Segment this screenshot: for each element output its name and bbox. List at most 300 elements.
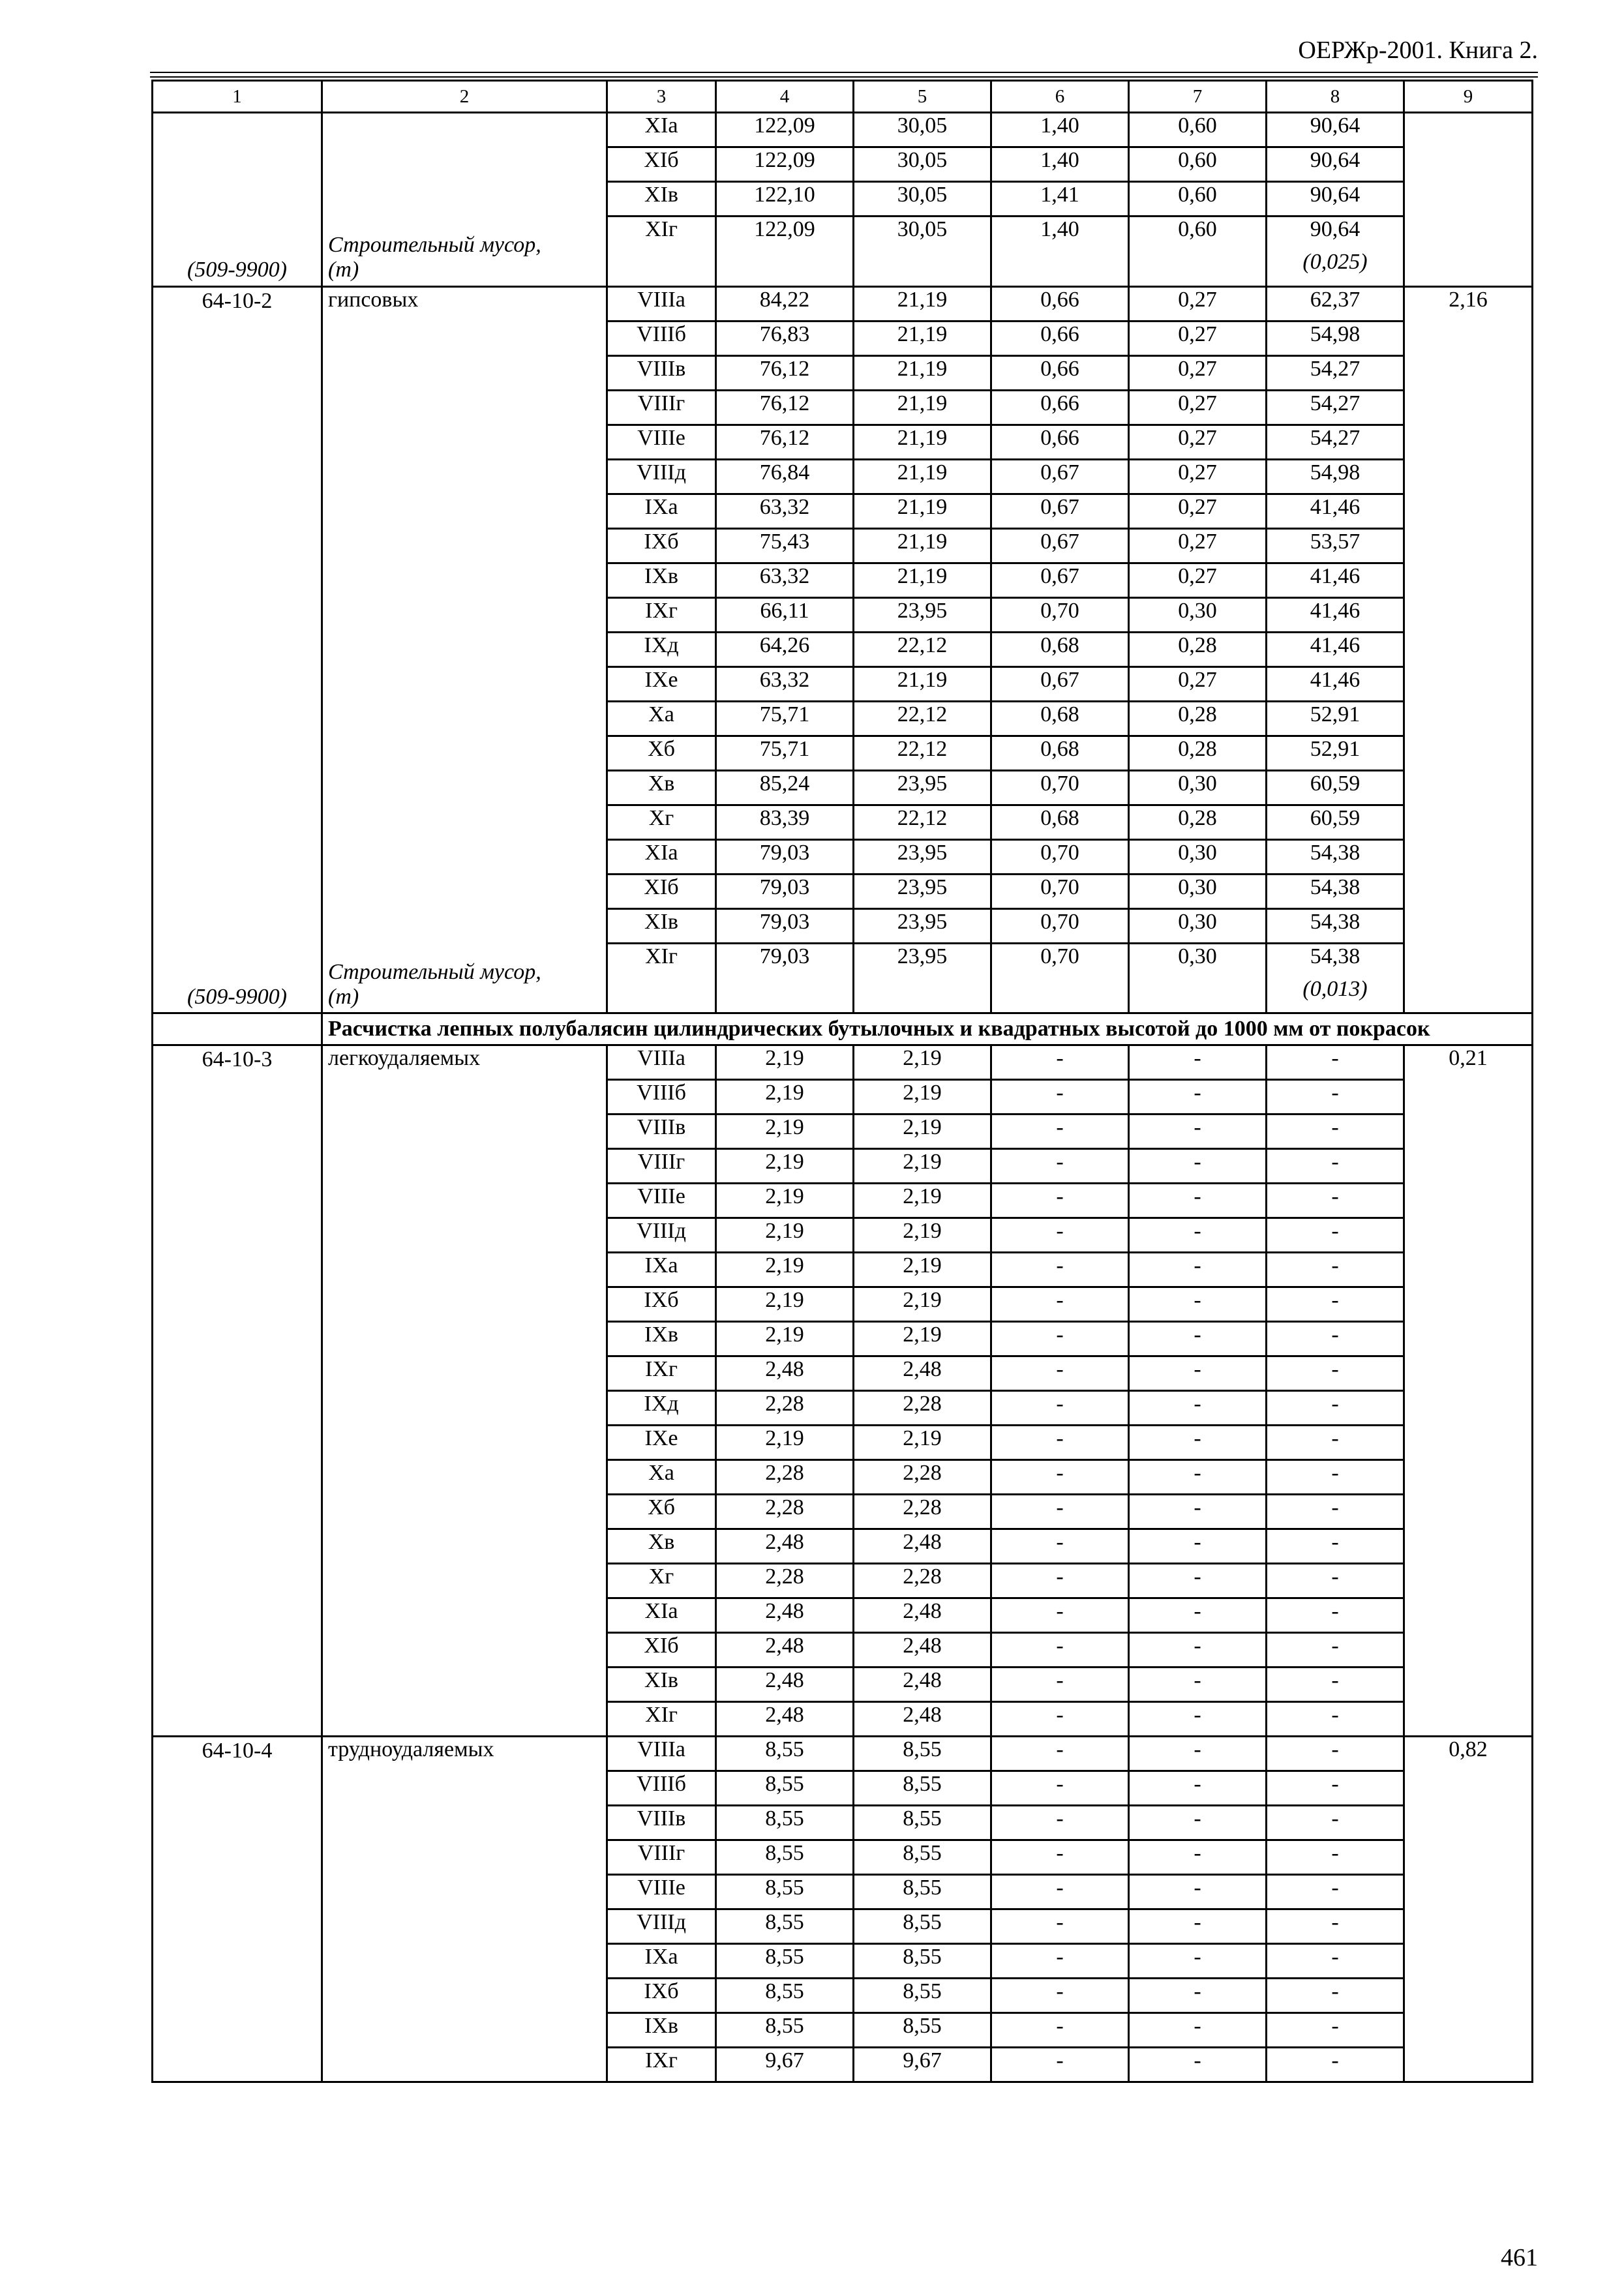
value-cell: 2,28 <box>716 1460 854 1495</box>
value-cell: - <box>1129 1529 1267 1564</box>
rate-code: 64-10-4 <box>202 1739 273 1763</box>
rate-code: 64-10-2 <box>202 288 273 313</box>
value-cell: - <box>1129 1460 1267 1495</box>
value-cell: - <box>1129 1668 1267 1702</box>
value-cell: 22,12 <box>854 805 991 839</box>
value-cell: 2,48 <box>716 1598 854 1633</box>
column-number: 2 <box>322 81 607 113</box>
value-cell: - <box>1129 1287 1267 1322</box>
value-cell: 75,71 <box>716 736 854 770</box>
value-cell: 41,46 <box>1267 632 1404 666</box>
value-cell: 2,19 <box>854 1426 991 1460</box>
value-cell: 2,19 <box>854 1080 991 1115</box>
value-cell: - <box>991 1356 1129 1391</box>
value-cell: - <box>1129 2013 1267 2048</box>
waste-quantity-note: (0,025) <box>1302 250 1368 274</box>
zone-cell: VIIIв <box>607 355 716 390</box>
zone-cell: Xв <box>607 1529 716 1564</box>
value-cell: - <box>991 1702 1129 1737</box>
value-cell: 52,91 <box>1267 701 1404 736</box>
value-cell: - <box>1267 1737 1404 1771</box>
value-cell: 0,70 <box>991 839 1129 874</box>
value-cell: - <box>991 1668 1129 1702</box>
value-cell: 8,55 <box>716 1979 854 2013</box>
value-cell: 0,27 <box>1129 666 1267 701</box>
value-cell: 76,12 <box>716 355 854 390</box>
zone-cell: XIв <box>607 1668 716 1702</box>
work-name-cell <box>322 1737 607 2082</box>
value-cell: 8,55 <box>854 1979 991 2013</box>
value-cell: - <box>1129 1840 1267 1875</box>
value-cell: 21,19 <box>854 286 991 321</box>
value-cell: 54,98 <box>1267 459 1404 494</box>
value-cell: - <box>1267 1426 1404 1460</box>
value-cell: - <box>1129 1426 1267 1460</box>
value-cell: - <box>1267 1979 1404 2013</box>
value-cell: 0,68 <box>991 632 1129 666</box>
value-cell: - <box>1129 1080 1267 1115</box>
value-cell: 2,19 <box>854 1218 991 1253</box>
value-cell: 41,46 <box>1267 597 1404 632</box>
col9-cell <box>1404 1737 1533 2082</box>
value-cell: 83,39 <box>716 805 854 839</box>
value-cell: 23,95 <box>854 770 991 805</box>
zone-cell: VIIIб <box>607 1080 716 1115</box>
value-cell: - <box>1267 1184 1404 1218</box>
value-cell: - <box>1267 1080 1404 1115</box>
value-cell: 23,95 <box>854 908 991 943</box>
page-number: 461 <box>1501 2244 1538 2271</box>
value-cell: 0,28 <box>1129 805 1267 839</box>
value-cell: - <box>991 1391 1129 1426</box>
value-cell: - <box>991 1979 1129 2013</box>
zone-cell: IXд <box>607 1391 716 1426</box>
value-cell: 2,19 <box>854 1045 991 1080</box>
value-cell: 79,03 <box>716 943 854 977</box>
col9-cell <box>1404 286 1533 1013</box>
value-cell: - <box>1267 2013 1404 2048</box>
value-cell: - <box>991 1149 1129 1184</box>
value-cell: 0,66 <box>991 390 1129 425</box>
value-cell: 76,12 <box>716 390 854 425</box>
value-cell: - <box>991 1633 1129 1668</box>
column-number-row <box>153 81 1533 113</box>
value-cell: 9,67 <box>716 2048 854 2082</box>
value-cell: 122,09 <box>716 217 854 250</box>
value-cell: - <box>1267 1115 1404 1149</box>
value-cell: - <box>991 1771 1129 1806</box>
value-cell: - <box>991 1218 1129 1253</box>
value-cell: 9,67 <box>854 2048 991 2082</box>
value-cell: 0,27 <box>1129 494 1267 528</box>
zone-cell: VIIIб <box>607 1771 716 1806</box>
value-cell: 54,38 <box>1267 908 1404 943</box>
value-cell: 0,70 <box>991 597 1129 632</box>
note-cell <box>854 977 991 1013</box>
value-cell: - <box>991 2048 1129 2082</box>
zone-cell: VIIIд <box>607 1218 716 1253</box>
value-cell: 0,60 <box>1129 147 1267 182</box>
value-cell: 21,19 <box>854 459 991 494</box>
value-cell: - <box>1129 1391 1267 1426</box>
value-cell: 21,19 <box>854 666 991 701</box>
value-cell: - <box>1267 1875 1404 1909</box>
zone-cell: VIIIб <box>607 321 716 355</box>
value-cell: 23,95 <box>854 597 991 632</box>
column-number: 4 <box>716 81 854 113</box>
value-cell: - <box>1129 1564 1267 1598</box>
value-cell: 75,71 <box>716 701 854 736</box>
value-cell: 0,67 <box>991 494 1129 528</box>
value-cell: 0,68 <box>991 736 1129 770</box>
value-cell: - <box>1129 1045 1267 1080</box>
value-cell: 22,12 <box>854 736 991 770</box>
waste-name-line: Строительный мусор, <box>328 233 541 258</box>
zone-cell: XIг <box>607 1702 716 1737</box>
value-cell: 90,64 <box>1267 182 1404 217</box>
value-cell: 8,55 <box>854 1737 991 1771</box>
col9-value: 0,21 <box>1449 1046 1488 1071</box>
value-cell: 63,32 <box>716 494 854 528</box>
zone-cell: Xг <box>607 805 716 839</box>
value-cell: 0,70 <box>991 943 1129 977</box>
value-cell: 2,19 <box>854 1115 991 1149</box>
value-cell: - <box>1267 1909 1404 1944</box>
zone-cell: IXв <box>607 1322 716 1356</box>
column-number: 7 <box>1129 81 1267 113</box>
value-cell: 0,30 <box>1129 874 1267 908</box>
zone-cell: Xг <box>607 1564 716 1598</box>
value-cell: 63,32 <box>716 666 854 701</box>
zone-cell: IXб <box>607 1979 716 2013</box>
zone-cell: IXб <box>607 1287 716 1322</box>
value-cell: 0,27 <box>1129 425 1267 459</box>
value-cell: - <box>1129 1253 1267 1287</box>
value-cell: 76,12 <box>716 425 854 459</box>
value-cell: 2,19 <box>716 1426 854 1460</box>
work-name-cell <box>322 1045 607 1737</box>
column-number: 1 <box>153 81 322 113</box>
value-cell: 21,19 <box>854 355 991 390</box>
value-cell: 2,19 <box>854 1184 991 1218</box>
value-cell: 0,30 <box>1129 770 1267 805</box>
value-cell: 21,19 <box>854 425 991 459</box>
norms-table <box>151 80 1533 2083</box>
value-cell: 21,19 <box>854 321 991 355</box>
value-cell: 0,68 <box>991 701 1129 736</box>
value-cell: 0,30 <box>1129 839 1267 874</box>
value-cell: 2,19 <box>716 1080 854 1115</box>
zone-cell: VIIIе <box>607 1875 716 1909</box>
value-cell: - <box>991 1598 1129 1633</box>
value-cell: 54,38 <box>1267 839 1404 874</box>
zone-cell: XIб <box>607 1633 716 1668</box>
col9-value: 2,16 <box>1449 287 1488 312</box>
value-cell: 54,38 <box>1267 943 1404 977</box>
value-cell: 76,83 <box>716 321 854 355</box>
value-cell: - <box>991 1495 1129 1529</box>
value-cell: 21,19 <box>854 390 991 425</box>
value-cell: 0,70 <box>991 874 1129 908</box>
value-cell: 8,55 <box>716 1840 854 1875</box>
value-cell: - <box>1267 1702 1404 1737</box>
waste-code-note: (509-9900) <box>187 984 287 1009</box>
value-cell: 54,38 <box>1267 874 1404 908</box>
zone-cell: IXв <box>607 2013 716 2048</box>
value-cell: - <box>1267 1253 1404 1287</box>
value-cell: 0,27 <box>1129 459 1267 494</box>
value-cell: - <box>1267 1322 1404 1356</box>
value-cell: 23,95 <box>854 874 991 908</box>
value-cell: 2,48 <box>716 1356 854 1391</box>
value-cell: 2,19 <box>716 1149 854 1184</box>
value-cell: - <box>1267 1944 1404 1979</box>
value-cell: - <box>1129 1909 1267 1944</box>
zone-cell: Xв <box>607 770 716 805</box>
value-cell: 2,19 <box>716 1322 854 1356</box>
value-cell: 8,55 <box>716 1909 854 1944</box>
value-cell: - <box>1129 1184 1267 1218</box>
value-cell: 0,66 <box>991 286 1129 321</box>
zone-cell: VIIIд <box>607 459 716 494</box>
value-cell: - <box>1129 1356 1267 1391</box>
rate-code-cell <box>153 113 322 287</box>
value-cell: 52,91 <box>1267 736 1404 770</box>
zone-cell: IXг <box>607 597 716 632</box>
value-cell: - <box>1129 1979 1267 2013</box>
waste-name-note <box>328 233 541 282</box>
zone-cell: VIIIе <box>607 1184 716 1218</box>
value-cell: 2,48 <box>854 1598 991 1633</box>
value-cell: 0,30 <box>1129 943 1267 977</box>
value-cell: - <box>991 1426 1129 1460</box>
value-cell: 21,19 <box>854 563 991 597</box>
note-cell <box>1129 977 1267 1013</box>
value-cell: 2,48 <box>854 1356 991 1391</box>
zone-cell: VIIIа <box>607 286 716 321</box>
value-cell: - <box>1267 1460 1404 1495</box>
value-cell: 63,32 <box>716 563 854 597</box>
value-cell: 54,27 <box>1267 355 1404 390</box>
zone-cell: VIIIа <box>607 1737 716 1771</box>
value-cell: - <box>991 1840 1129 1875</box>
value-cell: 0,27 <box>1129 286 1267 321</box>
value-cell: 30,05 <box>854 147 991 182</box>
value-cell: 8,55 <box>854 1875 991 1909</box>
value-cell: 8,55 <box>854 1944 991 1979</box>
value-cell: 0,67 <box>991 563 1129 597</box>
zone-cell: XIа <box>607 113 716 147</box>
value-cell: 0,70 <box>991 908 1129 943</box>
value-cell: - <box>991 1184 1129 1218</box>
value-cell: 62,37 <box>1267 286 1404 321</box>
col9-value: 0,82 <box>1449 1737 1488 1762</box>
zone-cell: IXа <box>607 1944 716 1979</box>
value-cell: - <box>991 1080 1129 1115</box>
value-cell: 2,19 <box>854 1253 991 1287</box>
value-cell: - <box>991 1806 1129 1840</box>
value-cell: - <box>1129 1737 1267 1771</box>
section-title: Расчистка лепных полубалясин цилиндрических бутылочных и квадратных высотой до 1000 мм от покрасок <box>322 1013 1533 1045</box>
waste-code-note: (509-9900) <box>187 258 287 282</box>
value-cell: 8,55 <box>716 1875 854 1909</box>
value-cell: - <box>1129 1322 1267 1356</box>
value-cell: - <box>1267 1218 1404 1253</box>
value-cell: 8,55 <box>854 1840 991 1875</box>
header-rule <box>150 72 1538 73</box>
value-cell: - <box>991 1944 1129 1979</box>
value-cell: - <box>1129 1115 1267 1149</box>
zone-cell: IXв <box>607 563 716 597</box>
value-cell: 85,24 <box>716 770 854 805</box>
col9-cell <box>1404 1045 1533 1737</box>
value-cell: 0,28 <box>1129 632 1267 666</box>
zone-cell: XIг <box>607 217 716 250</box>
value-cell: 53,57 <box>1267 528 1404 563</box>
zone-cell: Xа <box>607 701 716 736</box>
value-cell: - <box>991 1045 1129 1080</box>
value-cell: 8,55 <box>854 1909 991 1944</box>
column-number: 3 <box>607 81 716 113</box>
value-cell: - <box>1267 1840 1404 1875</box>
value-cell: 0,66 <box>991 425 1129 459</box>
value-cell: 75,43 <box>716 528 854 563</box>
value-cell: 2,48 <box>854 1668 991 1702</box>
column-number: 8 <box>1267 81 1404 113</box>
value-cell: 30,05 <box>854 217 991 250</box>
column-number: 9 <box>1404 81 1533 113</box>
value-cell: - <box>991 1875 1129 1909</box>
value-cell: 84,22 <box>716 286 854 321</box>
value-cell: 21,19 <box>854 528 991 563</box>
value-cell: - <box>1129 1771 1267 1806</box>
note-cell <box>991 977 1129 1013</box>
note-cell <box>716 250 854 286</box>
value-cell: - <box>991 1322 1129 1356</box>
value-cell: - <box>1267 1806 1404 1840</box>
value-cell: 8,55 <box>716 1737 854 1771</box>
work-name: легкоудаляемых <box>328 1046 481 1071</box>
rate-code: 64-10-3 <box>202 1047 273 1072</box>
value-cell: 79,03 <box>716 839 854 874</box>
value-cell: - <box>1129 2048 1267 2082</box>
value-cell: - <box>1267 1529 1404 1564</box>
value-cell: 8,55 <box>716 1944 854 1979</box>
zone-cell: XIг <box>607 943 716 977</box>
column-number: 5 <box>854 81 991 113</box>
value-cell: - <box>1267 1495 1404 1529</box>
value-cell: 8,55 <box>854 1771 991 1806</box>
value-cell: 1,40 <box>991 113 1129 147</box>
value-cell: 79,03 <box>716 874 854 908</box>
value-cell: 23,95 <box>854 839 991 874</box>
value-cell: - <box>1267 1633 1404 1668</box>
value-cell: 2,19 <box>716 1253 854 1287</box>
note-cell <box>716 977 854 1013</box>
value-cell: 2,19 <box>854 1149 991 1184</box>
value-cell: 41,46 <box>1267 494 1404 528</box>
zone-cell: VIIIд <box>607 1909 716 1944</box>
value-cell: 2,19 <box>716 1287 854 1322</box>
value-cell: - <box>1267 1771 1404 1806</box>
value-cell: 0,66 <box>991 321 1129 355</box>
zone-cell: Xа <box>607 1460 716 1495</box>
col9-cell <box>1404 113 1533 287</box>
waste-unit-line: (т) <box>328 258 359 282</box>
waste-name-note <box>328 960 541 1010</box>
waste-unit-line: (т) <box>328 984 359 1009</box>
value-cell: 1,40 <box>991 217 1129 250</box>
value-cell: 79,03 <box>716 908 854 943</box>
value-cell: - <box>1129 1633 1267 1668</box>
note-cell <box>607 250 716 286</box>
value-cell: 0,67 <box>991 528 1129 563</box>
value-cell: 2,28 <box>854 1460 991 1495</box>
waste-name-line: Строительный мусор, <box>328 959 541 984</box>
value-cell: 0,66 <box>991 355 1129 390</box>
value-cell: 8,55 <box>854 2013 991 2048</box>
value-cell: 90,64 <box>1267 147 1404 182</box>
value-cell: 41,46 <box>1267 563 1404 597</box>
value-cell: 0,70 <box>991 770 1129 805</box>
value-cell: - <box>1267 1391 1404 1426</box>
value-cell: - <box>1267 1598 1404 1633</box>
zone-cell: VIIIв <box>607 1806 716 1840</box>
work-name-cell <box>322 286 607 1013</box>
value-cell: - <box>1129 1875 1267 1909</box>
value-cell: 0,27 <box>1129 321 1267 355</box>
work-name-cell <box>322 113 607 287</box>
waste-quantity-note: (0,013) <box>1302 976 1368 1001</box>
value-cell: 8,55 <box>716 1806 854 1840</box>
zone-cell: XIа <box>607 1598 716 1633</box>
note-cell <box>1267 250 1404 286</box>
note-cell <box>991 250 1129 286</box>
value-cell: - <box>1129 1702 1267 1737</box>
header-rule-double <box>150 76 1538 78</box>
zone-cell: VIIIг <box>607 1149 716 1184</box>
value-cell: 54,27 <box>1267 425 1404 459</box>
value-cell: 66,11 <box>716 597 854 632</box>
value-cell: 0,30 <box>1129 597 1267 632</box>
value-cell: - <box>1267 1564 1404 1598</box>
zone-cell: XIв <box>607 182 716 217</box>
note-cell <box>854 250 991 286</box>
value-cell: - <box>991 2013 1129 2048</box>
value-cell: 2,48 <box>854 1702 991 1737</box>
value-cell: - <box>1129 1149 1267 1184</box>
zone-cell: IXг <box>607 1356 716 1391</box>
zone-cell: XIб <box>607 874 716 908</box>
rate-code-cell <box>153 1737 322 2082</box>
value-cell: 2,19 <box>716 1115 854 1149</box>
value-cell: - <box>1129 1806 1267 1840</box>
value-cell: 8,55 <box>854 1806 991 1840</box>
value-cell: - <box>1267 2048 1404 2082</box>
value-cell: 1,40 <box>991 147 1129 182</box>
work-name: гипсовых <box>328 287 419 312</box>
work-name: трудноудаляемых <box>328 1737 494 1762</box>
value-cell: 2,28 <box>854 1391 991 1426</box>
zone-cell: IXд <box>607 632 716 666</box>
value-cell: 0,60 <box>1129 113 1267 147</box>
value-cell: 54,27 <box>1267 390 1404 425</box>
document-header-title: ОЕРЖр-2001. Книга 2. <box>1298 37 1538 64</box>
value-cell: 60,59 <box>1267 770 1404 805</box>
note-cell <box>1129 250 1267 286</box>
value-cell: 0,28 <box>1129 736 1267 770</box>
value-cell: - <box>1267 1045 1404 1080</box>
